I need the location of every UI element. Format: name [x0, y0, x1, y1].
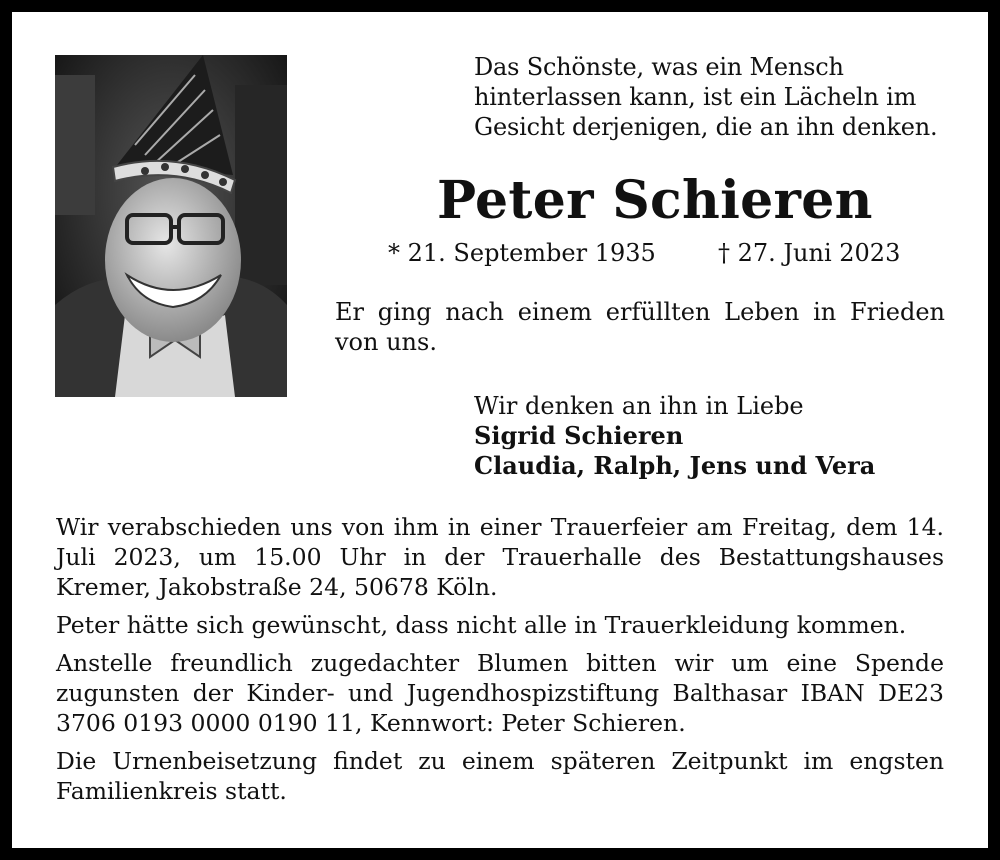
passing-text: Er ging nach einem erfüllten Leben in Frieden von uns.: [335, 298, 945, 356]
motto-line: Gesicht derjenigen, die an ihn denken.: [474, 113, 938, 141]
dress-wish-paragraph: Peter hätte sich gewünscht, dass nicht alle in Trauerkleidung kommen.: [56, 611, 907, 639]
funeral-details: [56, 512, 944, 814]
obituary-notice: [12, 12, 988, 848]
remembrance-block: [474, 391, 954, 481]
deceased-name: Peter Schieren: [437, 170, 873, 231]
death-date: † 27. Juni 2023: [718, 239, 901, 267]
ceremony-paragraph: Wir verabschieden uns von ihm in einer Trauerfeier am Freitag, dem 14. Juli 2023, um 15.00 Uhr in der Trauerhalle des Bestattungshauses Kremer, Jakobstraße 24, 50678 Köln.: [56, 513, 944, 601]
motto-line: hinterlassen kann, ist ein Lächeln im: [474, 83, 917, 111]
remembrance-intro: Wir denken an ihn in Liebe: [474, 392, 804, 420]
donation-paragraph: Anstelle freundlich zugedachter Blumen bitten wir um eine Spende zugunsten der Kinder- und Jugendhospizstiftung Balthasar IBAN DE23 3706 0193 0000 0190 11, Kennwort: Peter Schieren.: [56, 649, 944, 737]
portrait-photo: [55, 55, 287, 397]
urn-burial-paragraph: Die Urnenbeisetzung findet zu einem späteren Zeitpunkt im engsten Familienkreis statt.: [56, 747, 944, 805]
motto-quote: [474, 52, 954, 142]
birth-date: * 21. September 1935: [388, 239, 656, 267]
motto-line: Das Schönste, was ein Mensch: [474, 53, 844, 81]
mourner-name: Claudia, Ralph, Jens und Vera: [474, 451, 876, 480]
mourner-name: Sigrid Schieren: [474, 421, 684, 450]
